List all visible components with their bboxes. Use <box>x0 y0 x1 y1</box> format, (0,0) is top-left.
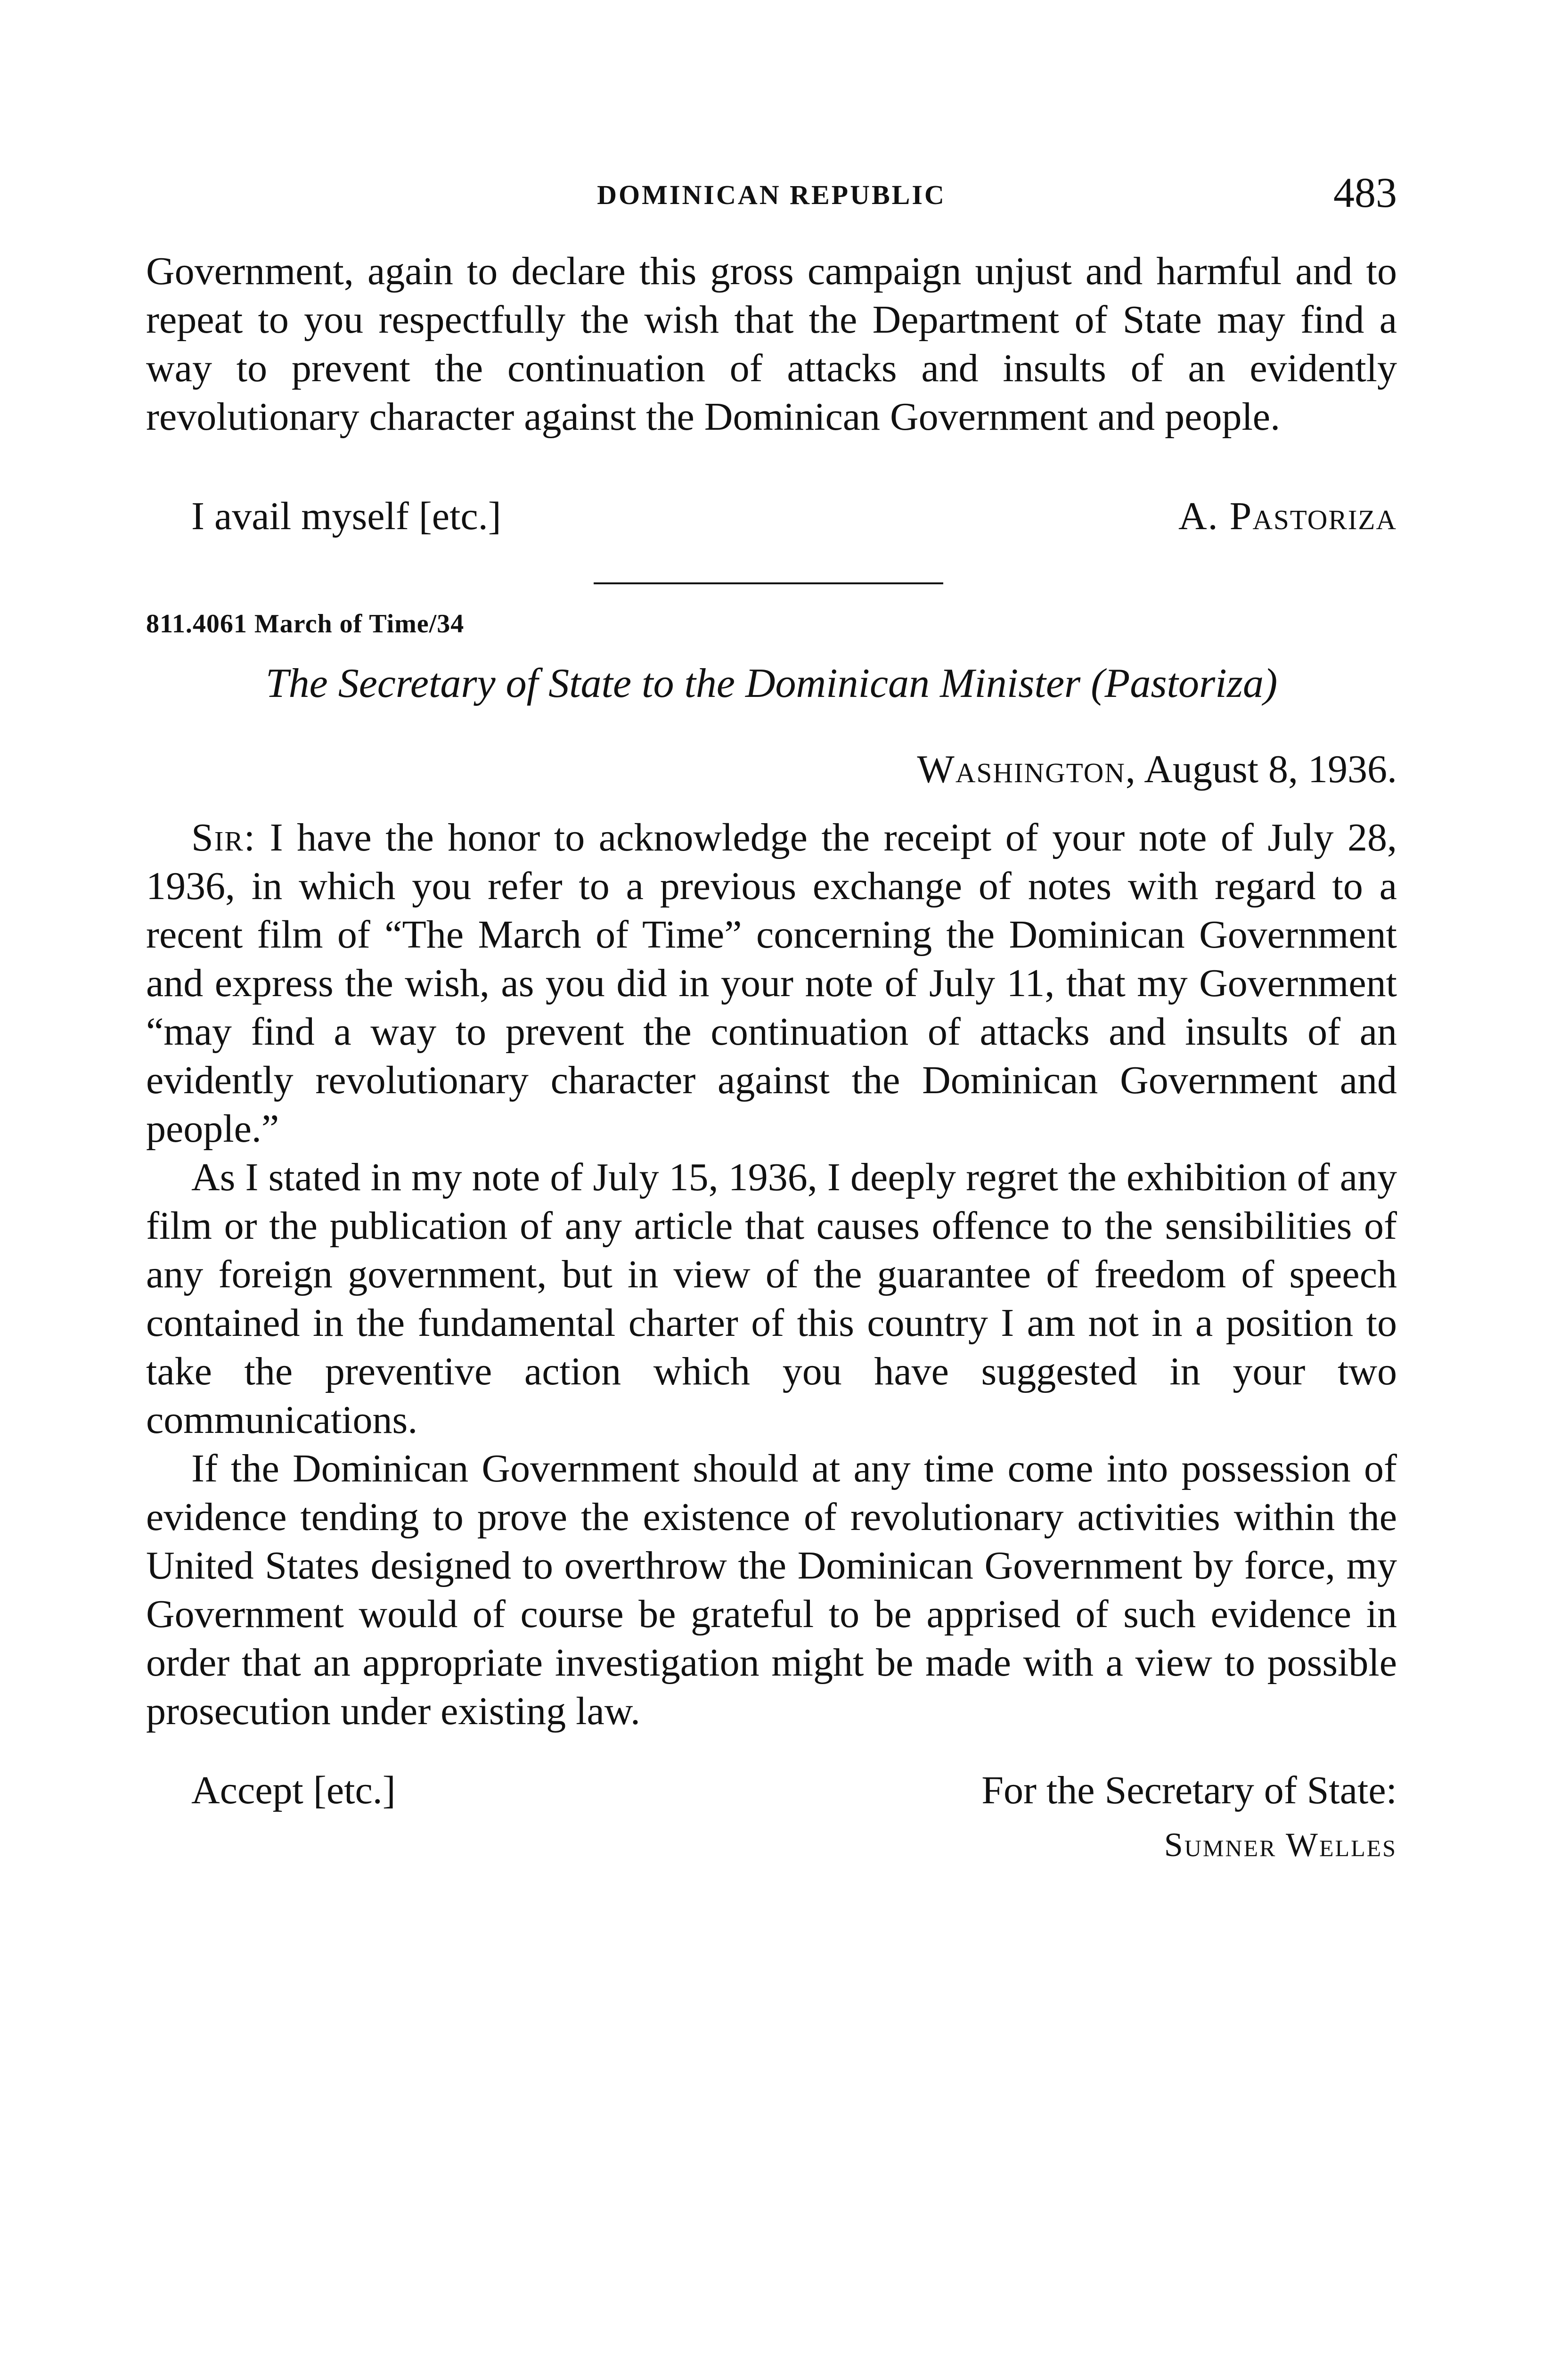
body-paragraph-3: If the Dominican Government should at any time come into possession of evidence tending to prove the existence of revolutionary activities within the United States designed to overthrow the Dominican Government by force, my Government would of course be grateful to be apprised of such evidence in order that an appropriate investigation might be made with a view to possible prosecution under existing law. <box>146 1447 1397 1733</box>
body-paragraph-1: Sir: I have the honor to acknowledge the receipt of your note of July 28, 1936, in which you refer to a previous exchange of notes with regard to a recent film of “The March of Time” concerning the Dominican Government and express the wish, as you did in your note of July 11, that my Government “may find a way to prevent the continuation of attacks and insults of an evidently revolutionary character against the Dominican Government and people.” <box>146 816 1397 1151</box>
salutation: Sir: <box>191 816 256 859</box>
signature-for: For the Secretary of State: <box>981 1768 1397 1812</box>
continuation-signature: A. Pastoriza <box>1178 494 1397 538</box>
dateline-place: Washington, <box>917 747 1136 791</box>
letter-closing: Accept [etc.] <box>191 1768 396 1812</box>
letter-body <box>146 813 1397 1735</box>
signature-name: Sumner Welles <box>1164 1826 1397 1864</box>
section-divider <box>594 582 943 584</box>
running-title: DOMINICAN REPUBLIC <box>597 180 946 210</box>
dateline <box>917 746 1397 792</box>
body-paragraph-2: As I stated in my note of July 15, 1936, I deeply regret the exhibition of any film or the publication of any article that causes offence to the sensibilities of any foreign government, but in view of the guarantee of freedom of speech contained in the fundamental charter of this country I am not in a position to take the preventive action which you have suggested in your two communications. <box>146 1155 1397 1442</box>
running-header <box>146 170 1397 221</box>
file-reference: 811.4061 March of Time/34 <box>146 609 465 638</box>
page-number: 483 <box>1333 170 1397 216</box>
continuation-paragraph: Government, again to declare this gross campaign unjust and harmful and to repeat to you respectfully the wish that the Department of State may find a way to prevent the continuation of attacks and insults of an evidently revolutionary character against the Dominican Government and people. <box>146 249 1397 439</box>
dateline-date: August 8, 1936. <box>1144 747 1397 791</box>
continuation-closing: I avail myself [etc.] <box>191 494 501 538</box>
document-heading: The Secretary of State to the Dominican Minister (Pastoriza) <box>265 661 1278 706</box>
